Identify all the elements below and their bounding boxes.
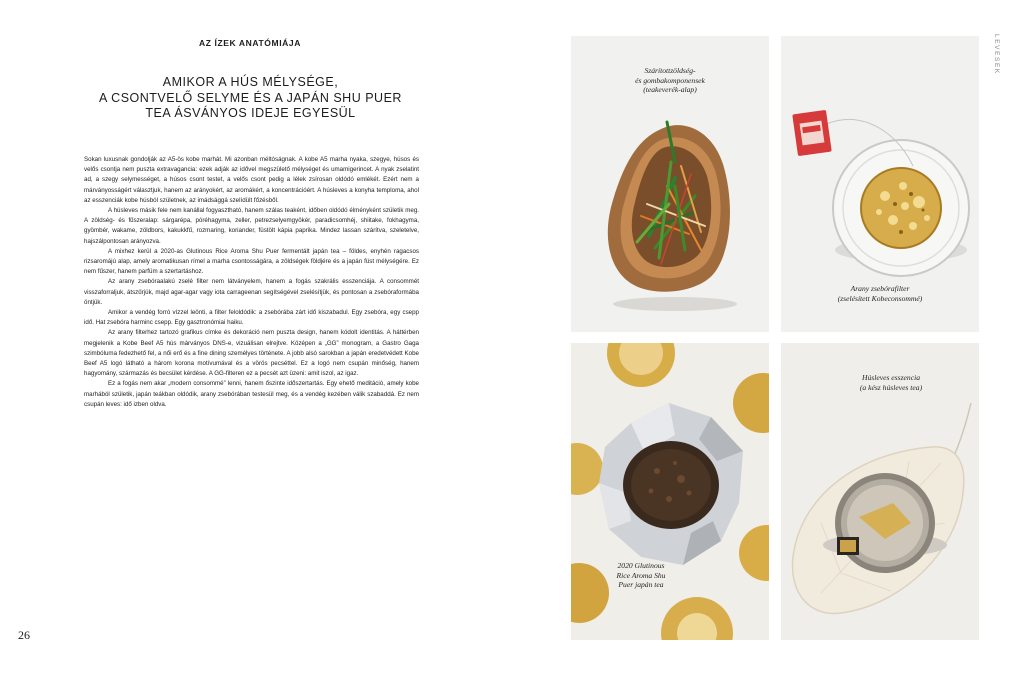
caption-line: Szárítottzöldség- <box>644 66 696 75</box>
shu-puer-tea-cake-image <box>571 343 769 640</box>
headline-line: A CSONTVELŐ SELYME ÉS A JAPÁN SHU PUER <box>99 90 402 105</box>
body-paragraph: A húsleves másik fele nem kanállal fogyasztható, hanem szálas teaként, időben oldódó élményként születik meg. A zöldség- és fűszeralap: sárgarépa, póréhagyma, zeller, petrezselyemgyökér, paradicsomhéj, shiitake, fokhagyma, gyömbér, wakame, zöldbors, kakukkfű, rozmaring, koriander, füstölt kápia paprika. Mindez lassan szárítva, szeletelve, hajszálpontosan arányozva. <box>84 207 419 245</box>
body-paragraph: Amikor a vendég forró vízzel leönti, a filter feloldódik: a zsebórába zárt idő kiszabadul. Egy zsebóra, egy csepp idő. Hat zsebóra harminc csepp. Egy gasztronómiai haiku. <box>84 309 419 327</box>
caption-line: és gombakomponensek <box>635 75 705 85</box>
section-tab <box>990 34 1002 114</box>
photo-caption <box>591 561 691 590</box>
photo-caption <box>591 66 749 95</box>
photo-caption <box>821 373 961 392</box>
article-headline <box>78 75 423 122</box>
article-body <box>84 155 419 410</box>
caption-line: Rice Aroma Shu <box>616 570 666 580</box>
caption-line: Húsleves esszencia <box>862 373 920 382</box>
section-label: LEVESEK <box>993 34 1000 75</box>
page-number: 26 <box>18 628 30 642</box>
body-paragraph: A mixhez kerül a 2020-as Glutinous Rice Aroma Shu Puer fermentált japán tea – földes, enyhén ragacsos rizsaromájú alap, amely aromatikusan rímel a marha csontosságára, a zöldségek földjére és a japán füst mélységére. Ez nem fűszer, hanem parfüm a szertartáshoz. <box>84 247 419 276</box>
caption-line: Puer japán tea <box>618 580 664 590</box>
caption-line: Arany zsebórafilter <box>850 284 910 293</box>
caption-line: 2020 Glutinous <box>617 561 665 570</box>
photo-puer-tea <box>571 343 769 640</box>
section-kicker: AZ ÍZEK ANATÓMIÁJA <box>199 38 301 48</box>
body-paragraph: Az arany filterhez tartozó grafikus címke és dekoráció nem puszta design, hanem kódolt identitás. A háttérben megjelenik a Kobe Beef A5 hús márványos DNS-e, vizuálisan elrejtve. Középen a „GG” monogram, a Gastro Gaga szimbóluma fedezhető fel, a női erő és a fine dining személyes története. A jobb alsó sarokban a japán eredetvédett Kobe Beef A5 logó látható a három korona motívumával és a vörös pecséttel. Ez a logó nem csupán minőség, hanem hagyomány, származás és becsület kérdése. A GG-filteren ez a pecsét azt üzeni: amit iszol, az igaz. <box>84 329 419 378</box>
caption-line: (a kész húsleves tea) <box>859 382 923 392</box>
photo-caption <box>801 284 959 303</box>
body-paragraph: Az arany zsebóraalakú zselé filter nem látványelem, hanem a fogás szakrális esszenciája. A consommét visszaforraljuk, átszűrjük, majd agar-agar vagy iota carrageenan segítségével zselésítjük, és pontosan a zsebóraformába öntjük. <box>84 278 419 306</box>
photo-gold-filter <box>781 36 979 332</box>
caption-line: (teakeverék-alap) <box>643 85 697 95</box>
headline-line: TEA ÁSVÁNYOS IDEJE EGYESÜL <box>145 106 356 120</box>
headline-line: AMIKOR A HÚS MÉLYSÉGE, <box>162 75 339 89</box>
body-paragraph: Ez a fogás nem akar „modern consommé” lenni, hanem őszinte időszertartás. Egy ehető meditáció, amely kobe marhából születik, japán teákban oldódik, arany zsebórában testesül meg, és a vendég kezében válik szabaddá. Ez nem csupán leves: idő izben oldva. <box>84 380 419 408</box>
photo-vegetable-blend <box>571 36 769 332</box>
caption-line: (zselésített Kobeconsommé) <box>837 293 923 303</box>
body-paragraph: Sokan luxusnak gondolják az A5-ös kobe marhát. Mi azonban méltóságnak. A kobe A5 marha nyaka, szegye, húsos és velős csontja nem puszta extravagancia: ezek adják az idővel megszülető mélységet és umamigerincet. A nyak zselatint ad, a szegy selymességet, a húsos csont testet, a velős csont pedig a lélek zsírosan oldódó emlékét. Ezért nem a márványosságért választjuk, hanem az arányokért, az aromákért, a koncentrációért. A húsleves a konyha temploma, ahol az esszenciák kobe húsból születnek, az imádsággá szelídült főzésből. <box>84 156 419 204</box>
photo-broth-essence <box>781 343 979 640</box>
